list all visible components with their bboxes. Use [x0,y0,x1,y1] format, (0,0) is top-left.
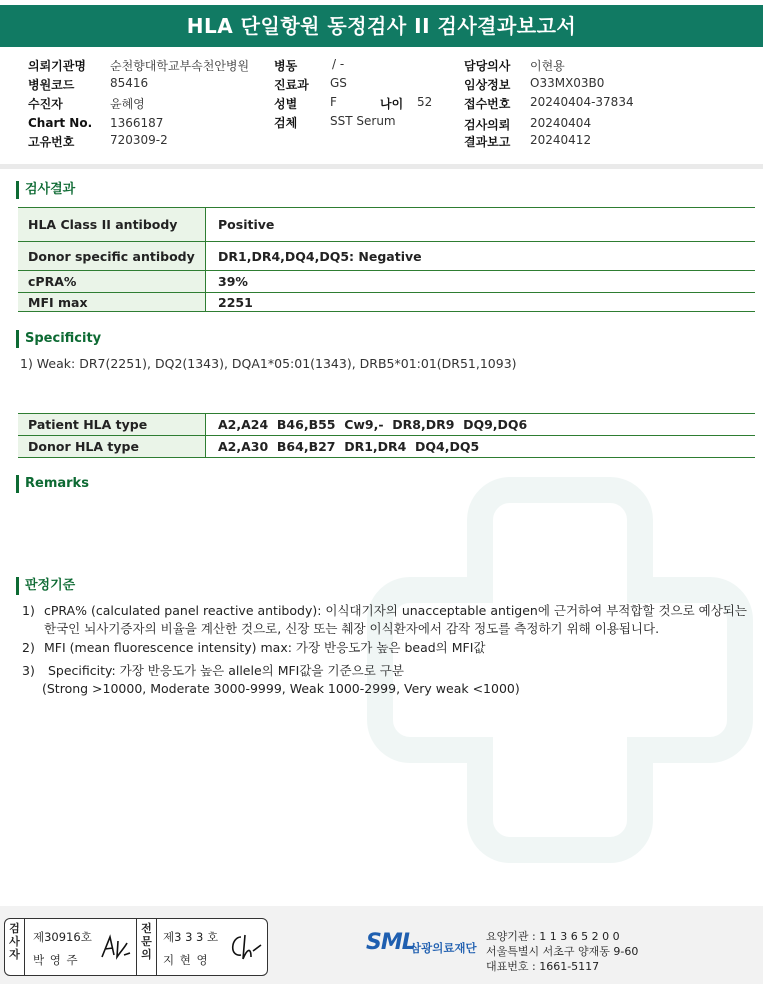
specialist-signature-icon [227,931,263,963]
result-value: 2251 [218,295,253,310]
signature-box [4,918,268,976]
org-name: 삼광의료재단 [410,941,477,955]
specialist-heading [137,919,157,975]
criteria-line: MFI (mean fluorescence intensity) max: 가장 반응도가 높은 bead의 MFI값 [44,640,486,655]
tester-heading-char: 사 [9,935,20,948]
age-value: 52 [417,95,433,109]
tester-heading-char: 자 [9,948,20,961]
specimen-value: SST Serum [330,114,396,128]
report-date-label: 결과보고 [464,135,511,149]
clinical-info-value: O33MX03B0 [530,76,605,90]
ward-value: / - [332,57,345,71]
table-row [18,436,755,458]
patient-label: 수진자 [28,97,63,111]
section-remarks-title: Remarks [16,475,89,493]
specialist-heading-char: 전 [141,922,152,935]
ward-label: 병동 [274,59,298,73]
report-date-value: 20240412 [530,133,592,147]
hla-value: A2,A30 B64,B27 DR1,DR4 DQ4,DQ5 [218,439,480,454]
patient-value: 윤혜영 [110,97,145,111]
chart-no-value: 1366187 [110,116,164,130]
result-value: Positive [218,217,275,232]
table-row [18,271,755,293]
tester-heading-char: 검 [9,922,20,935]
table-row [18,242,755,271]
department-label: 진료과 [274,78,309,92]
chart-no-label: Chart No. [28,116,93,130]
org-phone: 대표번호 : 1661-5117 [486,960,600,973]
org-address: 서울특별시 서초구 양재동 9-60 [486,945,639,958]
clinical-info-label: 임상정보 [464,78,511,92]
results-table [18,207,755,312]
hla-type-table [18,413,755,458]
criteria-item [22,601,752,641]
sex-label: 성별 [274,97,298,111]
header-divider [0,164,763,169]
hla-key: Donor HLA type [18,436,206,457]
result-value: DR1,DR4,DQ4,DQ5: Negative [218,249,422,264]
receipt-no-label: 접수번호 [464,97,511,111]
hospital-code-label: 병원코드 [28,78,75,92]
specificity-text: 1) Weak: DR7(2251), DQ2(1343), DQA1*05:01(1343), DRB5*01:01(DR51,1093) [20,356,517,371]
section-criteria-title: 판정기준 [16,577,75,595]
hospital-value: 순천향대학교부속천안병원 [110,59,250,73]
result-key: Donor specific antibody [18,242,206,270]
hospital-label: 의뢰기관명 [28,59,86,73]
criteria-line: (Strong >10000, Moderate 3000-9999, Weak 1000-2999, Very weak <1000) [42,681,520,696]
criteria-number: 3) [22,663,35,678]
specialist-heading-char: 의 [141,948,152,961]
result-value: 39% [218,274,248,289]
criteria-line: 한국인 뇌사기증자의 비율을 계산한 것으로, 신장 또는 췌장 이식환자에서 감작 정도를 측정하기 위해 이용됩니다. [44,621,660,636]
section-results-title: 검사결과 [16,181,75,199]
sex-value: F [330,95,337,109]
section-specificity-title: Specificity [16,330,101,348]
specialist-name: 지 현 영 [163,953,209,967]
table-row [18,293,755,312]
unique-no-label: 고유번호 [28,135,75,149]
specialist-heading-char: 문 [141,935,152,948]
specialist-license: 제3 3 3 호 [163,930,219,944]
age-label: 나이 [380,97,404,111]
tester-name: 박 영 주 [33,953,79,967]
hla-key: Patient HLA type [18,414,206,435]
request-date-value: 20240404 [530,116,592,130]
doctor-value: 이현용 [530,59,565,73]
result-key: HLA Class II antibody [18,208,206,241]
sml-logo-mark: SML [366,930,415,955]
table-row [18,208,755,242]
report-title: HLA 단일항원 동정검사 II 검사결과보고서 [0,5,763,47]
doctor-label: 담당의사 [464,59,511,73]
result-key: cPRA% [18,271,206,292]
tester-license: 제30916호 [33,930,92,944]
criteria-item [22,638,752,658]
hospital-code-value: 85416 [110,76,149,90]
tester-signature-icon [99,933,133,963]
criteria-line: cPRA% (calculated panel reactive antibody): 이식대기자의 unacceptable antigen에 근거하여 부적합할 것으로 예상되는 [44,603,747,618]
org-code: 요양기관 : 1 1 3 6 5 2 0 0 [486,930,620,943]
hla-value: A2,A24 B46,B55 Cw9,- DR8,DR9 DQ9,DQ6 [218,417,528,432]
receipt-no-value: 20240404-37834 [530,95,634,109]
department-value: GS [330,76,347,90]
result-key: MFI max [18,293,206,311]
criteria-number: 2) [22,640,35,655]
table-row [18,414,755,436]
criteria-number: 1) [22,603,35,618]
unique-no-value: 720309-2 [110,133,168,147]
request-date-label: 검사의뢰 [464,118,511,132]
tester-heading [5,919,25,975]
criteria-line: Specificity: 가장 반응도가 높은 allele의 MFI값을 기준으로 구분 [44,663,404,678]
criteria-item [22,661,752,701]
specimen-label: 검체 [274,116,298,130]
